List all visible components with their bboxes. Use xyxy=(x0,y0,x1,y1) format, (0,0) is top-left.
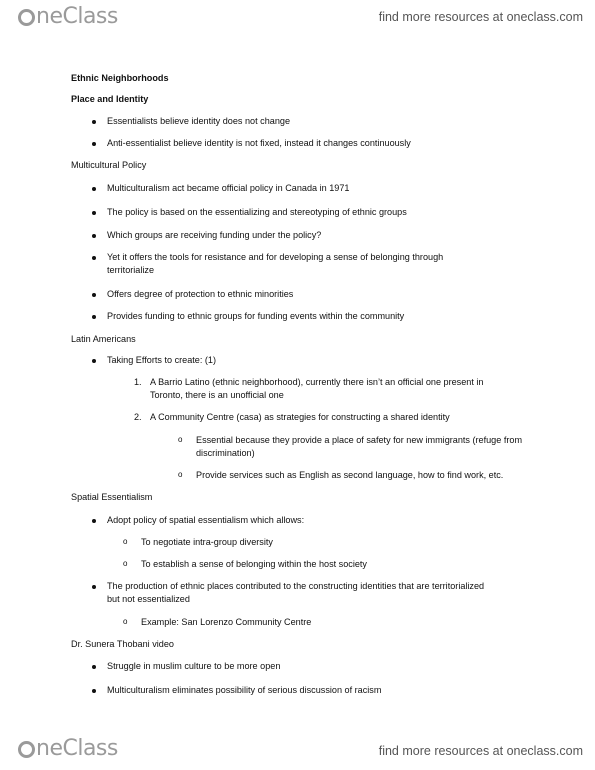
sub-list-item: Provide services such as English as second language, how to find work, etc. xyxy=(196,470,504,480)
sub-bullet-icon: o xyxy=(123,617,128,626)
bullet-icon xyxy=(92,142,96,146)
oneclass-logo-footer xyxy=(18,738,118,760)
sub-list-item: To negotiate intra-group diversity xyxy=(141,537,273,547)
sub-list-item-continued: discrimination) xyxy=(196,448,255,458)
list-item-continued: but not essentialized xyxy=(107,594,190,604)
sub-bullet-icon: o xyxy=(123,537,128,546)
bullet-icon xyxy=(92,519,96,523)
heading-latin-americans: Latin Americans xyxy=(71,334,136,344)
list-item: Adopt policy of spatial essentialism which allows: xyxy=(107,515,305,525)
bullet-icon xyxy=(92,585,96,589)
bullet-icon xyxy=(92,293,96,297)
heading-place-identity: Place and Identity xyxy=(71,94,149,104)
sub-list-item: Essential because they provide a place of safety for new immigrants (refuge from xyxy=(196,435,523,445)
logo-text: neClass xyxy=(36,736,118,761)
list-item: Struggle in muslim culture to be more open xyxy=(107,661,281,671)
bullet-icon xyxy=(92,359,96,363)
header-resources-link[interactable]: find more resources at oneclass.com xyxy=(378,10,583,24)
list-item: Offers degree of protection to ethnic minorities xyxy=(107,289,294,299)
list-item: Anti-essentialist believe identity is not fixed, instead it changes continuously xyxy=(107,138,411,148)
sub-list-item: Example: San Lorenzo Community Centre xyxy=(141,617,312,627)
list-item: The production of ethnic places contributed to the constructing identities that are territorialized xyxy=(107,581,485,591)
list-item: Provides funding to ethnic groups for funding events within the community xyxy=(107,311,405,321)
numbered-item-continued: Toronto, there is an unofficial one xyxy=(150,390,284,400)
heading-spatial-essentialism: Spatial Essentialism xyxy=(71,492,153,502)
list-number: 2. xyxy=(134,412,142,422)
list-item: Essentialists believe identity does not change xyxy=(107,116,290,126)
sub-bullet-icon: o xyxy=(178,470,183,479)
bullet-icon xyxy=(92,689,96,693)
footer-resources-link[interactable]: find more resources at oneclass.com xyxy=(378,744,583,758)
list-item: Yet it offers the tools for resistance and for developing a sense of belonging through xyxy=(107,252,444,262)
list-item: Which groups are receiving funding under the policy? xyxy=(107,230,322,240)
list-item: The policy is based on the essentializing and stereotyping of ethnic groups xyxy=(107,207,407,217)
list-item: Taking Efforts to create: (1) xyxy=(107,355,217,365)
sub-bullet-icon: o xyxy=(123,559,128,568)
sub-list-item: To establish a sense of belonging within the host society xyxy=(141,559,367,569)
numbered-item: A Community Centre (casa) as strategies for constructing a shared identity xyxy=(150,412,450,422)
bullet-icon xyxy=(92,234,96,238)
oneclass-logo xyxy=(18,6,118,28)
list-item-continued: territorialize xyxy=(107,265,154,275)
list-number: 1. xyxy=(134,377,142,387)
bullet-icon xyxy=(92,665,96,669)
list-item: Multiculturalism act became official policy in Canada in 1971 xyxy=(107,183,350,193)
logo-ring-icon xyxy=(18,9,35,26)
list-item: Multiculturalism eliminates possibility of serious discussion of racism xyxy=(107,685,382,695)
sub-bullet-icon: o xyxy=(178,435,183,444)
heading-video: Dr. Sunera Thobani video xyxy=(71,639,174,649)
logo-text: neClass xyxy=(36,4,118,29)
bullet-icon xyxy=(92,256,96,260)
bullet-icon xyxy=(92,120,96,124)
bullet-icon xyxy=(92,211,96,215)
doc-title: Ethnic Neighborhoods xyxy=(71,73,169,83)
bullet-icon xyxy=(92,187,96,191)
logo-ring-icon xyxy=(18,741,35,758)
heading-multicultural-policy: Multicultural Policy xyxy=(71,160,147,170)
bullet-icon xyxy=(92,315,96,319)
numbered-item: A Barrio Latino (ethnic neighborhood), currently there isn’t an official one present in xyxy=(150,377,484,387)
